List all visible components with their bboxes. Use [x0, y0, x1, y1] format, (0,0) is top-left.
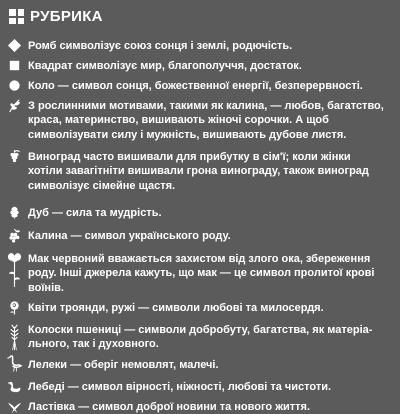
brand-name: РУБРИКА [30, 8, 103, 25]
item-text: Квіти троянди, ружі — символи любові та милосердя. [28, 302, 324, 314]
swallow-icon [7, 399, 22, 414]
item-text: Квадрат символізує мир, благополуччя, достаток. [28, 60, 302, 72]
item-text: З рослинними мотивами, такими як калина, — любов, багатство, краса, материнство, вишивають жіночі сорочки. А щоб символізувати силу і мужність, вишивають дубове листя. [28, 100, 384, 141]
rhombus-icon [7, 38, 22, 53]
item-text: Колоски пшениці — символи добробуту, багатства, як матеріа- льного, так і духовного. [28, 324, 373, 351]
viburnum-icon [7, 228, 22, 243]
item-text: Лебеді — символ вірності, ніжності, любові та чистоти. [28, 381, 332, 393]
swan-icon [7, 379, 22, 394]
item-text: Коло — символ сонця, божественної енергії, безперервності. [28, 80, 363, 92]
floral-branch-icon [7, 98, 22, 113]
circle-icon [7, 78, 22, 93]
square-icon [7, 58, 22, 73]
rose-icon [7, 300, 22, 315]
brand [9, 8, 103, 25]
oak-leaf-icon [7, 205, 22, 220]
poppy-icon [7, 251, 22, 289]
item-text: Калина — символ українського роду. [28, 230, 231, 242]
wheat-icon [7, 322, 22, 352]
stork-icon [7, 353, 22, 373]
item-text: Ластівка — символ доброї новини та нового життя. [28, 401, 311, 413]
grid-logo-icon [9, 9, 24, 24]
item-text: Мак червоний вважається захистом від злого ока, збереження роду. Інші джерела кажуть, що мак — це символ пролитої крові воїнів. [28, 253, 375, 294]
item-text: Дуб — сила та мудрість. [28, 207, 162, 219]
grapes-icon [7, 149, 22, 164]
item-text: Ромб символізує союз сонця і землі, родючість. [28, 40, 293, 52]
item-text: Виноград часто вишивали для прибутку в сім'ї; коли жінки хотіли завагітніти вишивали грона винограду, також виноград символізує сімейне щастя. [28, 151, 369, 192]
item-text: Лелеки — оберіг немовлят, малечі. [28, 359, 219, 371]
